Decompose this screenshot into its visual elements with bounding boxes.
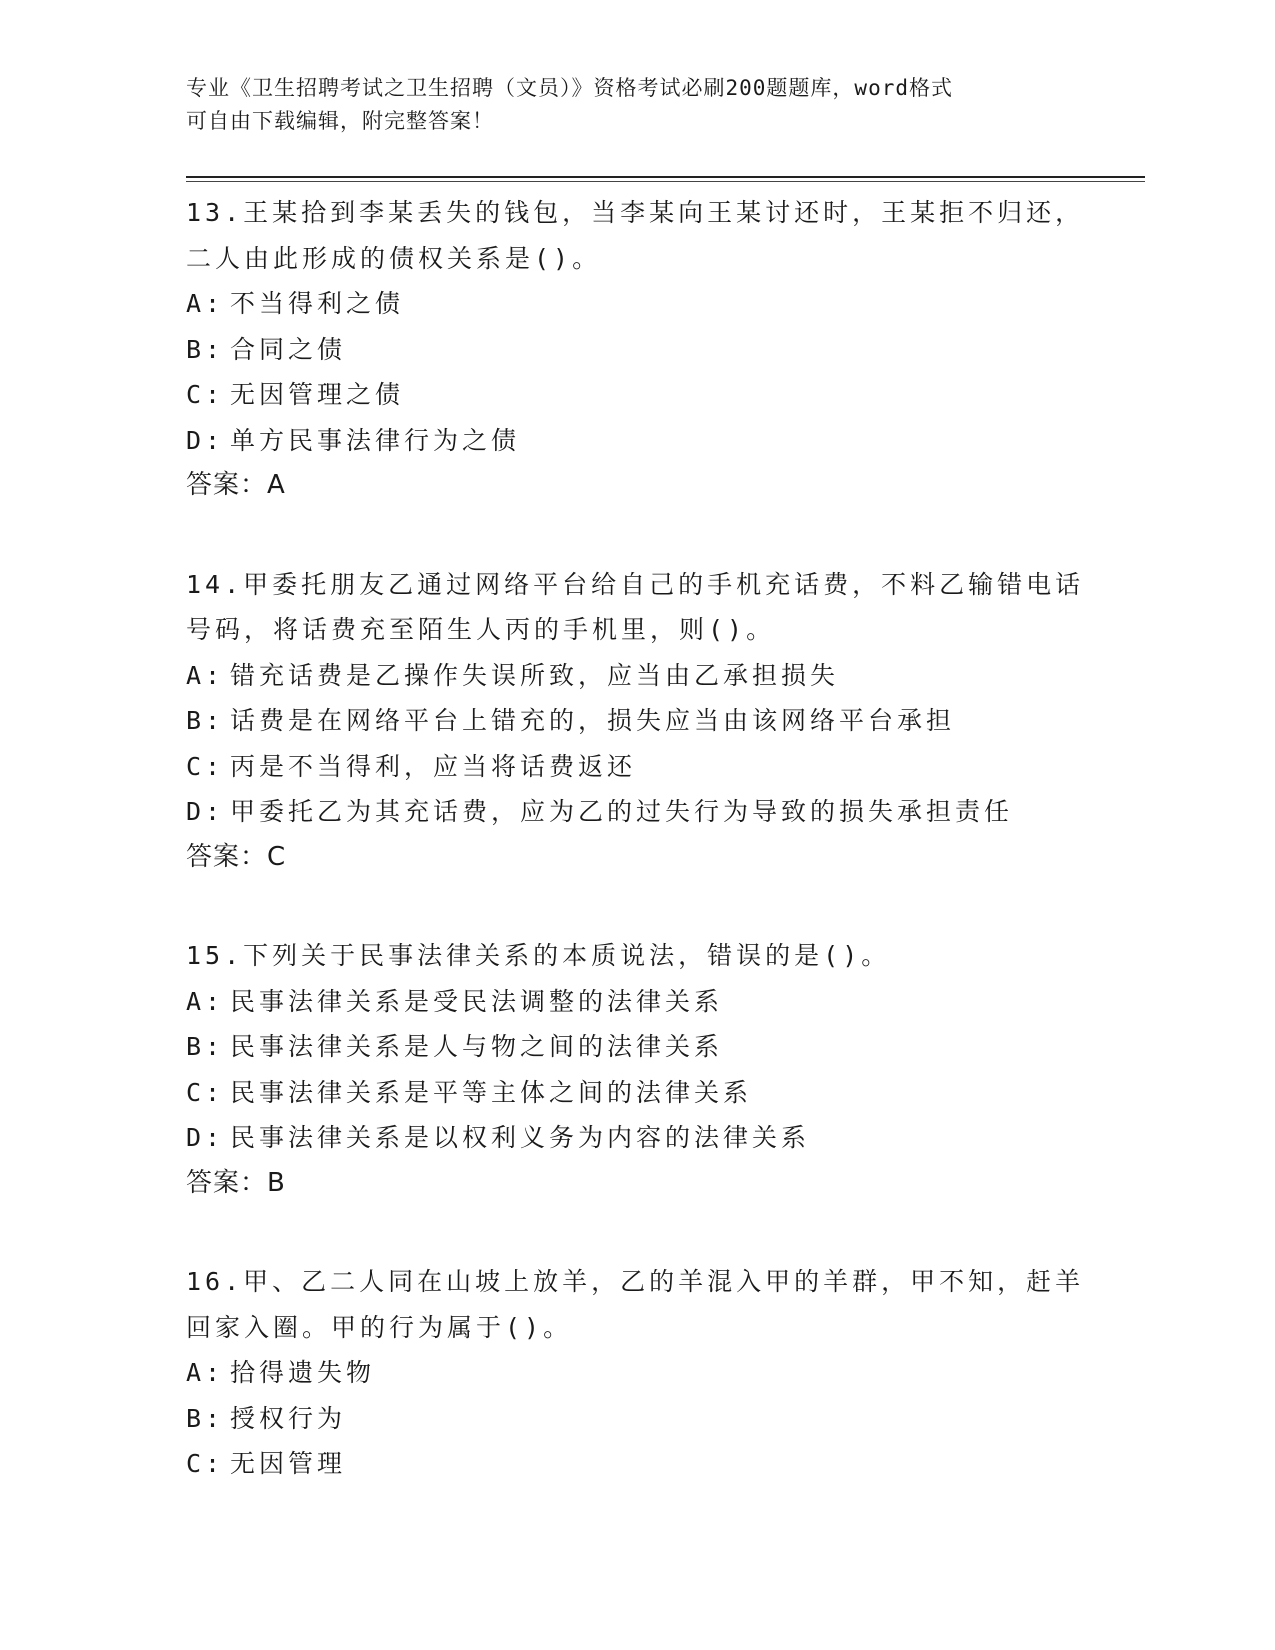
option-letter: A: bbox=[186, 986, 225, 1016]
answer-label: 答案：B bbox=[186, 1167, 286, 1198]
option-b bbox=[186, 1396, 1106, 1442]
option-letter: C: bbox=[186, 380, 225, 409]
option-text: 不当得利之债 bbox=[230, 289, 405, 318]
option-text: 丙是不当得利，应当将话费返还 bbox=[230, 751, 637, 781]
question-13 bbox=[186, 190, 1106, 509]
option-letter: C: bbox=[186, 751, 225, 781]
option-c bbox=[186, 1441, 1106, 1487]
option-letter: D: bbox=[186, 1123, 225, 1152]
question-16 bbox=[186, 1259, 1106, 1487]
question-stem-line: 13.王某拾到李某丢失的钱包，当李某向王某讨还时，王某拒不归还， bbox=[186, 198, 1085, 227]
option-a bbox=[186, 979, 1106, 1025]
option-text: 民事法律关系是平等主体之间的法律关系 bbox=[230, 1077, 753, 1107]
option-text: 甲委托乙为其充话费，应为乙的过失行为导致的损失承担责任 bbox=[230, 797, 1014, 826]
option-text: 话费是在网络平台上错充的，损失应当由该网络平台承担 bbox=[230, 706, 956, 735]
option-letter: B: bbox=[186, 706, 225, 735]
option-letter: A: bbox=[186, 660, 225, 690]
header-divider-thin bbox=[186, 181, 1145, 182]
option-letter: A: bbox=[186, 289, 225, 318]
option-letter: B: bbox=[186, 1032, 225, 1061]
header-line-1: 专业《卫生招聘考试之卫生招聘（文员）》资格考试必刷200题题库，word格式 bbox=[186, 76, 953, 100]
option-b bbox=[186, 1024, 1106, 1070]
question-stem-line: 15.下列关于民事法律关系的本质说法，错误的是()。 bbox=[186, 941, 891, 970]
option-d bbox=[186, 789, 1106, 835]
question-list bbox=[186, 190, 1106, 1540]
option-letter: D: bbox=[186, 797, 225, 826]
option-d bbox=[186, 1115, 1106, 1161]
option-letter: B: bbox=[186, 1403, 225, 1433]
option-c bbox=[186, 372, 1106, 418]
option-c bbox=[186, 1070, 1106, 1116]
option-b bbox=[186, 698, 1106, 744]
question-stem-line: 16.甲、乙二人同在山坡上放羊，乙的羊混入甲的羊群，甲不知，赶羊 bbox=[186, 1267, 1085, 1296]
option-d bbox=[186, 418, 1106, 464]
question-stem-line: 号码，将话费充至陌生人丙的手机里，则()。 bbox=[186, 615, 776, 644]
option-c bbox=[186, 744, 1106, 790]
option-text: 民事法律关系是受民法调整的法律关系 bbox=[230, 986, 724, 1016]
option-a bbox=[186, 653, 1106, 699]
answer-label: 答案：C bbox=[186, 841, 287, 872]
option-b bbox=[186, 327, 1106, 373]
header-divider-thick bbox=[186, 176, 1145, 178]
option-text: 合同之债 bbox=[230, 334, 347, 364]
option-text: 错充话费是乙操作失误所致，应当由乙承担损失 bbox=[230, 660, 840, 690]
option-a bbox=[186, 281, 1106, 327]
option-text: 无因管理之债 bbox=[230, 380, 405, 409]
question-14 bbox=[186, 562, 1106, 881]
question-stem-line: 二人由此形成的债权关系是()。 bbox=[186, 243, 602, 273]
option-text: 民事法律关系是以权利义务为内容的法律关系 bbox=[230, 1123, 811, 1152]
question-stem-line: 14.甲委托朋友乙通过网络平台给自己的手机充话费，不料乙输错电话 bbox=[186, 569, 1085, 599]
option-letter: D: bbox=[186, 425, 225, 455]
option-text: 拾得遗失物 bbox=[230, 1358, 376, 1387]
answer-label: 答案：A bbox=[186, 470, 286, 500]
document-header bbox=[186, 72, 1086, 138]
option-letter: C: bbox=[186, 1449, 225, 1478]
option-text: 单方民事法律行为之债 bbox=[230, 425, 521, 455]
option-text: 民事法律关系是人与物之间的法律关系 bbox=[230, 1032, 724, 1061]
question-15 bbox=[186, 933, 1106, 1206]
option-text: 无因管理 bbox=[230, 1449, 347, 1478]
option-text: 授权行为 bbox=[230, 1403, 347, 1433]
option-a bbox=[186, 1350, 1106, 1396]
option-letter: A: bbox=[186, 1358, 225, 1387]
option-letter: B: bbox=[186, 334, 225, 364]
header-line-2: 可自由下载编辑，附完整答案！ bbox=[186, 109, 494, 133]
option-letter: C: bbox=[186, 1077, 225, 1107]
question-stem-line: 回家入圈。甲的行为属于()。 bbox=[186, 1312, 573, 1342]
